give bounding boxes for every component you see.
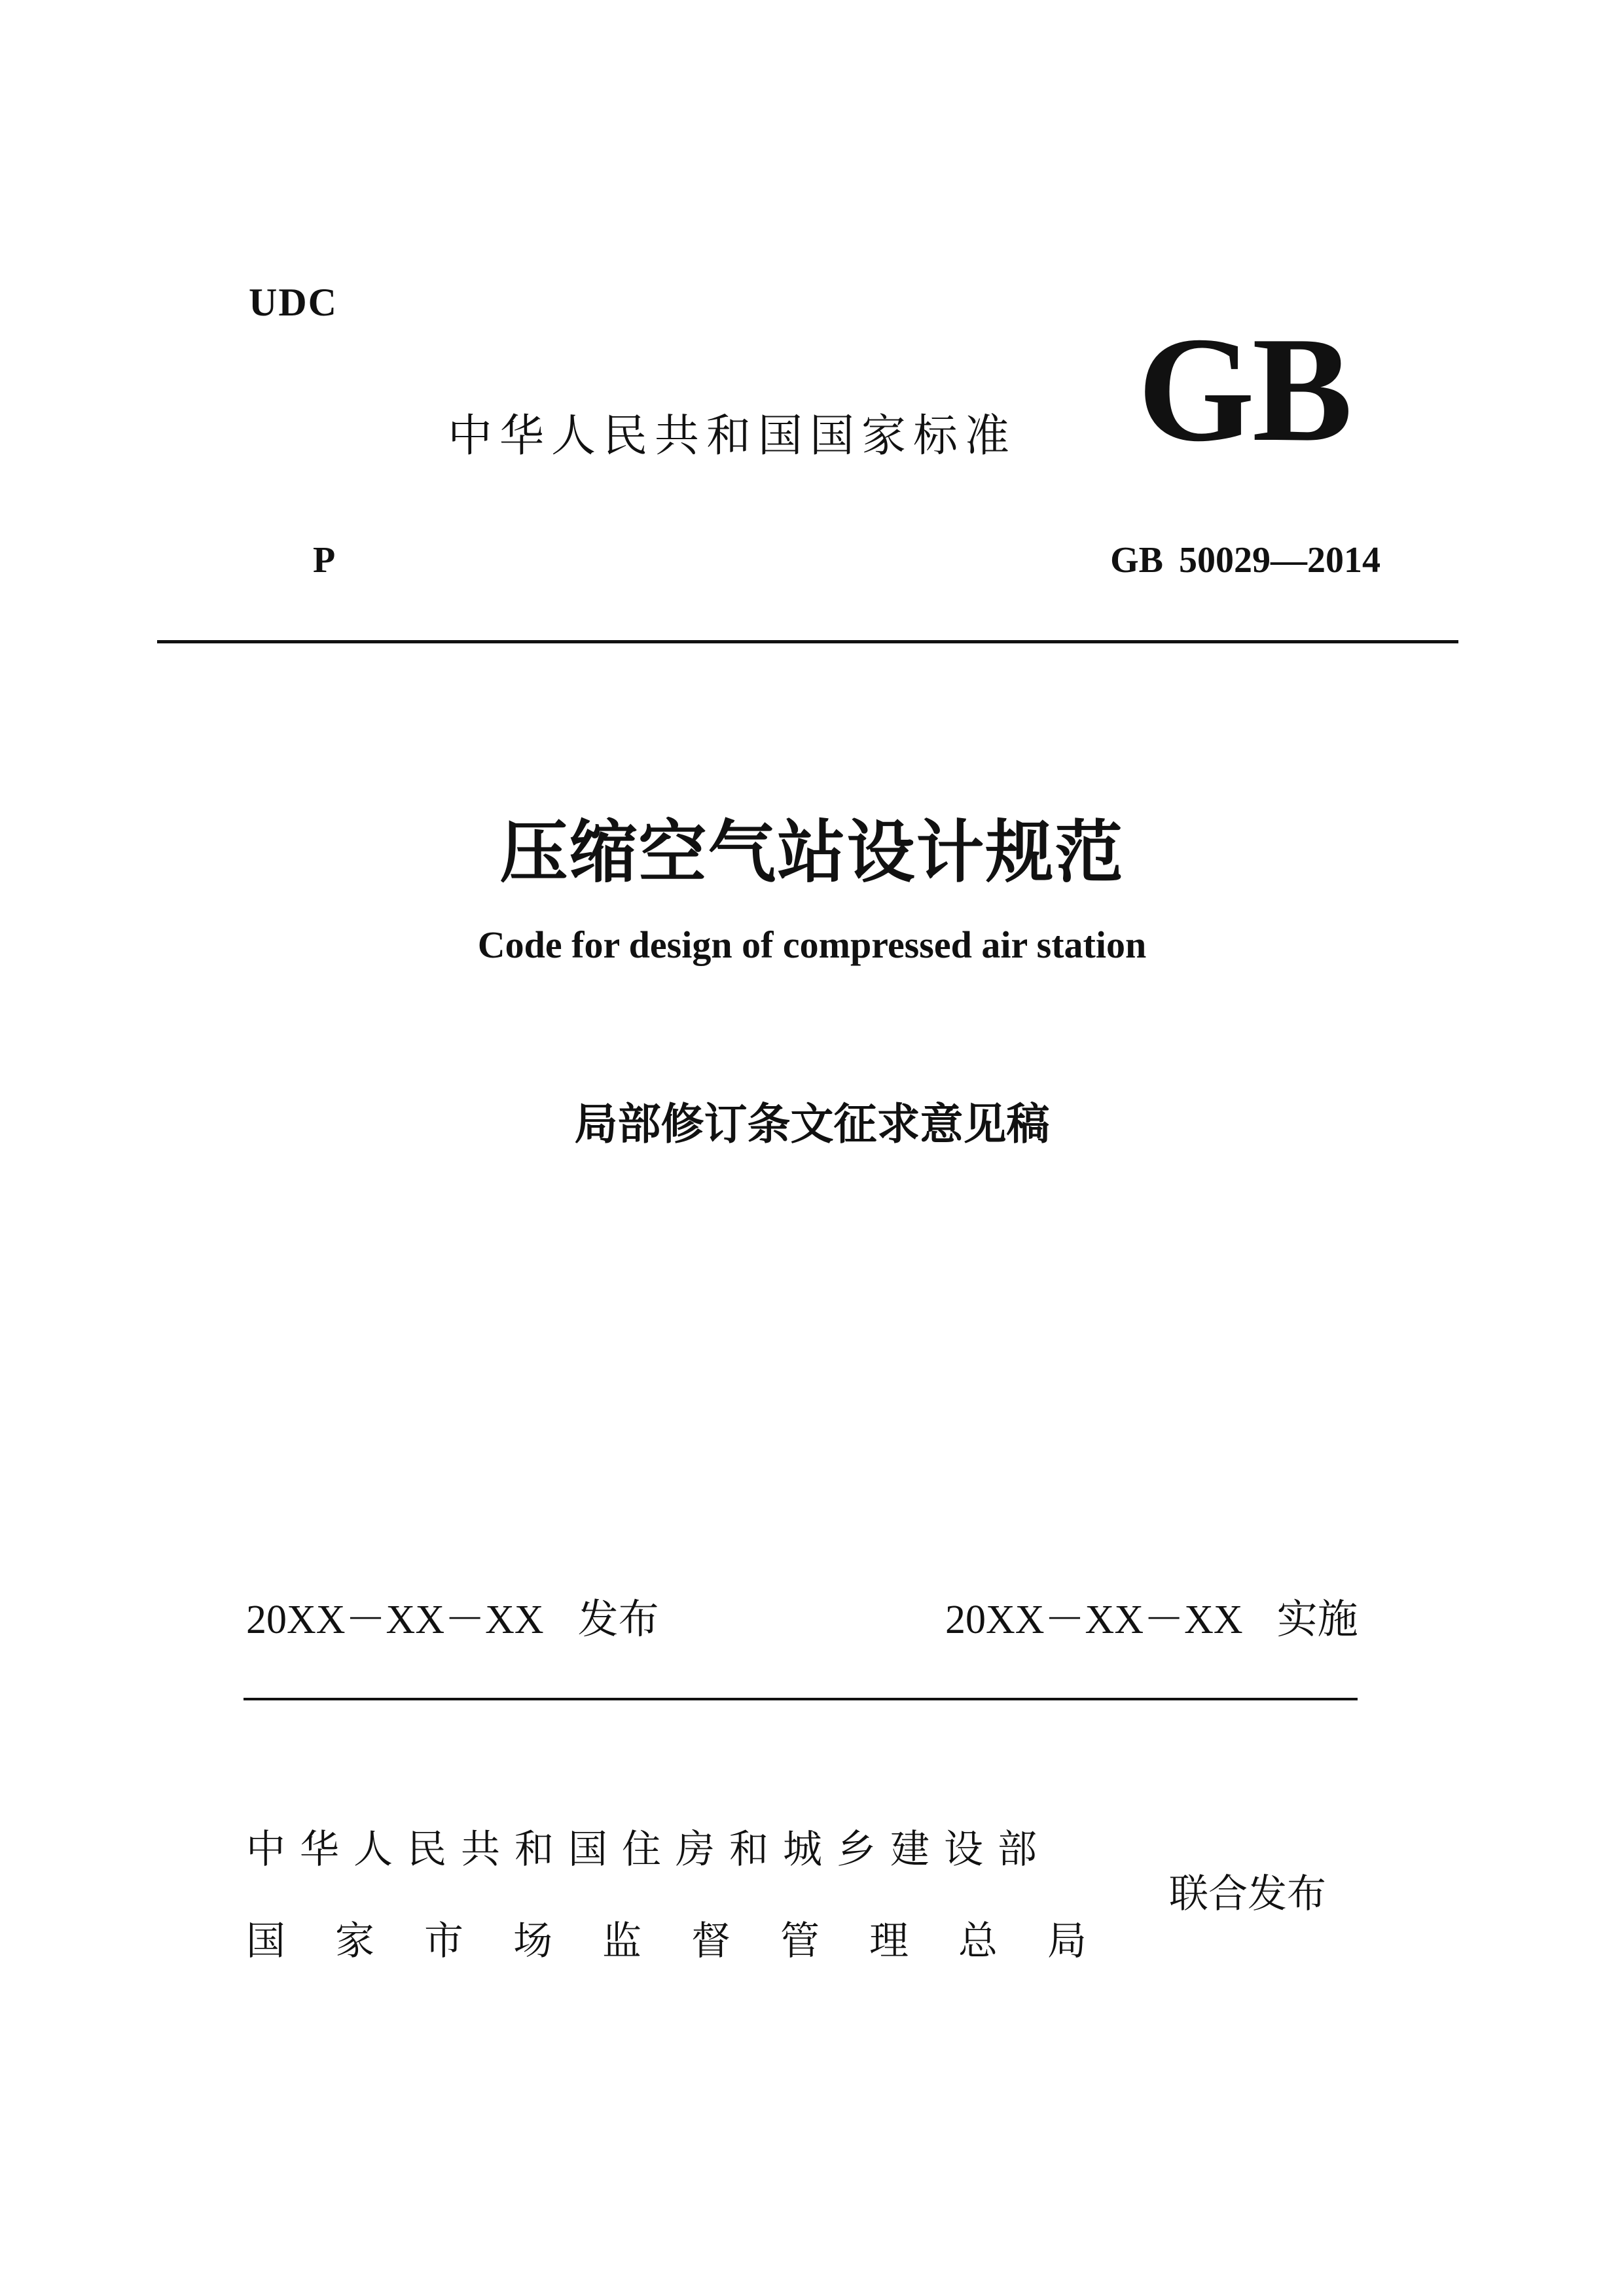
national-standard-heading: 中华人民共和国国家标准 bbox=[448, 410, 1017, 462]
category-code: P bbox=[313, 540, 336, 581]
draft-subtitle: 局部修订条文征求意见稿 bbox=[574, 1099, 1050, 1149]
joint-publish-label: 联合发布 bbox=[1169, 1871, 1326, 1917]
implement-date: 20XX－XX－XX bbox=[945, 1598, 1243, 1642]
publish-label: 发布 bbox=[577, 1595, 659, 1643]
standard-number: GB 50029—2014 bbox=[1110, 540, 1380, 581]
publish-date-line bbox=[246, 1587, 659, 1645]
gb-logo: GB bbox=[1138, 306, 1350, 473]
issuer-administration: 国家市场监督管理总局 bbox=[246, 1918, 1136, 1964]
title-english: Code for design of compressed air station bbox=[477, 924, 1147, 966]
implement-date-line bbox=[945, 1587, 1358, 1645]
publish-date: 20XX－XX－XX bbox=[246, 1598, 544, 1642]
implement-label: 实施 bbox=[1276, 1595, 1358, 1643]
udc-label: UDC bbox=[249, 281, 338, 324]
issuer-ministry: 中华人民共和国住房和城乡建设部 bbox=[246, 1827, 1051, 1873]
bottom-divider bbox=[244, 1698, 1358, 1700]
title-chinese: 压缩空气站设计规范 bbox=[499, 812, 1125, 892]
top-divider bbox=[157, 640, 1458, 643]
